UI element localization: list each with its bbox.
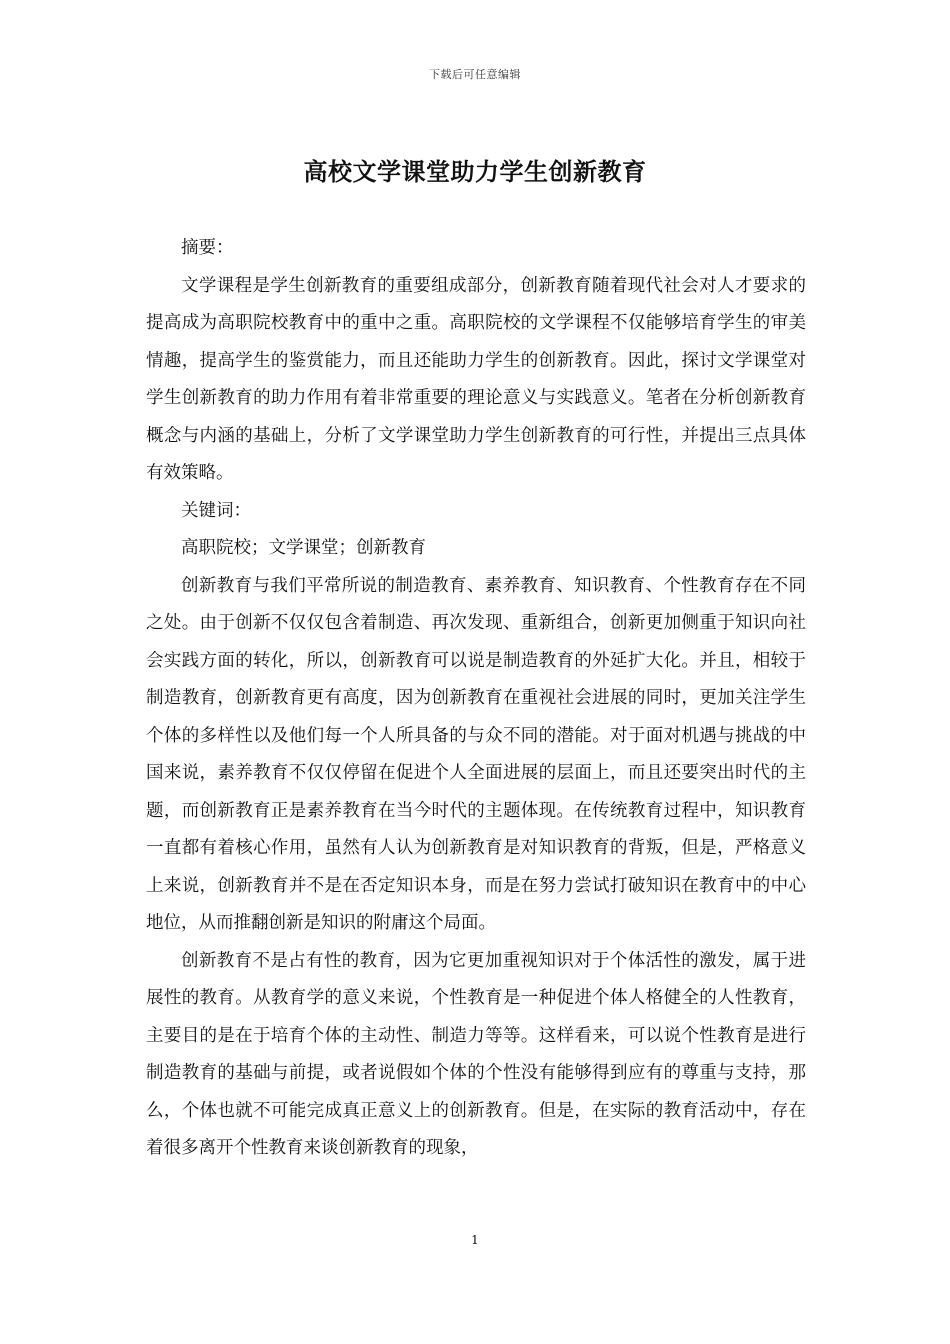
keywords-text: 高职院校；文学课堂；创新教育 bbox=[181, 538, 426, 558]
header-note: 下载后可任意编辑 bbox=[429, 68, 521, 81]
document-body bbox=[146, 230, 806, 1168]
document-title: 高校文学课堂助力学生创新教育 bbox=[303, 157, 647, 186]
abstract-label: 摘要： bbox=[181, 238, 234, 258]
keywords-label: 关键词： bbox=[181, 500, 251, 521]
body-paragraph: 创新教育与我们平常所说的制造教育、素养教育、知识教育、个性教育存在不同之处。由于创新不仅仅包含着制造、再次发现、重新组合，创新更加侧重于知识向社会实践方面的转化，所以，创新教育可以说是制造教育的外延扩大化。并且，相较于制造教育，创新教育更有高度，因为创新教育在重视社会进展的同时，更加关注学生个体的多样性以及他们每一个人所具备的与众不同的潜能。对于面对机遇与挑战的中国来说，素养教育不仅仅停留在促进个人全面进展的层面上，而且还要突出时代的主题，而创新教育正是素养教育在当今时代的主题体现。在传统教育过程中，知识教育一直都有着核心作用，虽然有人认为创新教育是对知识教育的背叛，但是，严格意义上来说，创新教育并不是在否定知识本身，而是在努力尝试打破知识在教育中的中心地位，从而推翻创新是知识的附庸这个局面。 bbox=[146, 575, 806, 933]
abstract-paragraph: 文学课程是学生创新教育的重要组成部分，创新教育随着现代社会对人才要求的提高成为高职院校教育中的重中之重。高职院校的文学课程不仅能够培育学生的审美情趣，提高学生的鉴赏能力，而且还能助力学生的创新教育。因此，探讨文学课堂对学生创新教育的助力作用有着非常重要的理论意义与实践意义。笔者在分析创新教育概念与内涵的基础上，分析了文学课堂助力学生创新教育的可行性，并提出三点具体有效策略。 bbox=[146, 275, 806, 483]
page-number: 1 bbox=[471, 1233, 479, 1247]
body-paragraph: 创新教育不是占有性的教育，因为它更加重视知识对于个体活性的激发，属于进展性的教育。从教育学的意义来说，个性教育是一种促进个体人格健全的人性教育，主要目的是在于培育个体的主动性、制造力等等。这样看来，可以说个性教育是进行制造教育的基础与前提，或者说假如个体的个性没有能够得到应有的尊重与支持，那么，个体也就不可能完成真正意义上的创新教育。但是，在实际的教育活动中，存在着很多离开个性教育来谈创新教育的现象， bbox=[146, 950, 806, 1158]
